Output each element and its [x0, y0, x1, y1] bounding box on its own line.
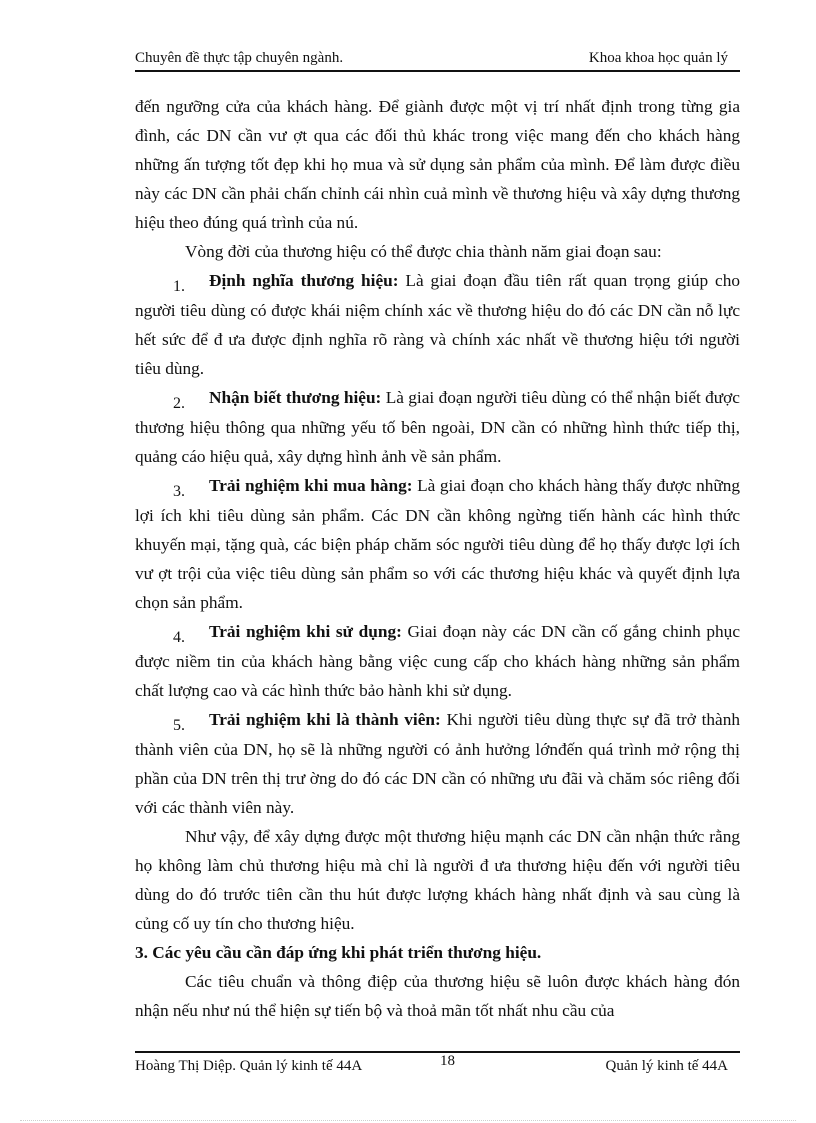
list-item-title: Nhận biết thương hiệu:	[209, 388, 382, 407]
list-item-text: Là giai đoạn người tiêu dùng có thể nhận biết được thương hiệu thông qua những yếu tố bên ngoài, DN cần có những hình thức tiếp thị, quảng cáo hiệu quả, xây dựng hình ảnh về sản phẩm.	[135, 388, 740, 466]
list-item-3	[135, 471, 740, 617]
list-number: 5.	[173, 717, 185, 734]
header-title-left: Chuyên đề thực tập chuyên ngành.	[135, 50, 344, 66]
list-number: 3.	[173, 483, 185, 500]
section-heading: 3. Các yêu cầu cần đáp ứng khi phát triển thương hiệu.	[135, 943, 542, 962]
list-number: 2.	[173, 395, 185, 412]
list-item-4	[135, 617, 740, 705]
paragraph-1: đến ngưỡng cửa của khách hàng. Để giành được một vị trí nhất định trong từng gia đình, các DN cần vư ợt qua các đối thủ khác trong việc mang đến cho khách hàng những ấn tượng tốt đẹp khi họ mua và sử dụng sản phẩm của mình. Để làm được điều này các DN cần phải chấn chỉnh cái nhìn cuả mình về thương hiệu và xây dựng thương hiệu theo đúng quá trình của nú.	[135, 97, 740, 232]
page-body	[135, 92, 740, 1025]
page-header	[135, 48, 740, 72]
list-item-2	[135, 383, 740, 471]
list-item-text: Là giai đoạn đầu tiên rất quan trọng giúp cho người tiêu dùng có được khái niệm chính xác về thương hiệu do đó các DN cần nỗ lực hết sức để đ ưa được định nghĩa rõ ràng và chính xác nhất về thương hiệu tới người tiêu dùng.	[135, 271, 740, 378]
list-item-text: Giai đoạn này các DN cần cố gắng chinh phục được niềm tin của khách hàng bằng việc cung cấp cho khách hàng những sản phẩm chất lượng cao và các hình thức bảo hành khi sử dụng.	[135, 622, 740, 700]
page-footer	[135, 1051, 740, 1079]
page-divider	[20, 1120, 796, 1121]
paragraph-2: Vòng đời của thương hiệu có thể được chia thành năm giai đoạn sau:	[185, 242, 662, 261]
paragraph-4: Các tiêu chuẩn và thông điệp của thương hiệu sẽ luôn được khách hàng đón nhận nếu như nú thể hiện sự tiến bộ và thoả mãn tốt nhất nhu cầu của	[135, 972, 740, 1020]
list-item-title: Định nghĩa thương hiệu:	[209, 271, 399, 290]
list-number: 1.	[173, 278, 185, 295]
footer-author: Hoàng Thị Diệp. Quản lý kinh tế 44A	[135, 1058, 363, 1074]
list-item-1	[135, 266, 740, 383]
list-number: 4.	[173, 629, 185, 646]
list-item-5	[135, 705, 740, 822]
list-item-text: Là giai đoạn cho khách hàng thấy được những lợi ích khi tiêu dùng sản phẩm. Các DN cần không ngừng tiến hành các hình thức khuyến mại, tặng quà, các biện pháp chăm sóc người tiêu dùng để họ thấy được lợi ích vư ợt trội của việc tiêu dùng sản phẩm so với các thương hiệu khác và quyết định lựa chọn sản phẩm.	[135, 476, 741, 612]
list-item-title: Trải nghiệm khi sử dụng:	[209, 622, 402, 641]
list-item-title: Trải nghiệm khi mua hàng:	[209, 476, 413, 495]
paragraph-3: Như vậy, để xây dựng được một thương hiệu mạnh các DN cần nhận thức rằng họ không làm chủ thương hiệu mà chỉ là người đ ưa thương hiệu đến với người tiêu dùng do đó trước tiên cần thu hút được lượng khách hàng nhất định và sau cùng là củng cố uy tín cho thương hiệu.	[135, 827, 740, 933]
header-title-right: Khoa khoa học quản lý	[588, 50, 728, 66]
list-item-title: Trải nghiệm khi là thành viên:	[209, 710, 441, 729]
page-number: 18	[440, 1053, 455, 1069]
footer-department: Quản lý kinh tế 44A	[605, 1058, 728, 1074]
list-item-text: Khi người tiêu dùng thực sự đã trở thành thành viên của DN, họ sẽ là những người có ảnh hưởng lớnđến quá trình mở rộng thị phần của DN trên thị trư ờng do đó các DN cần có những ưu đãi và chăm sóc riêng đối với các thành viên này.	[135, 710, 740, 817]
